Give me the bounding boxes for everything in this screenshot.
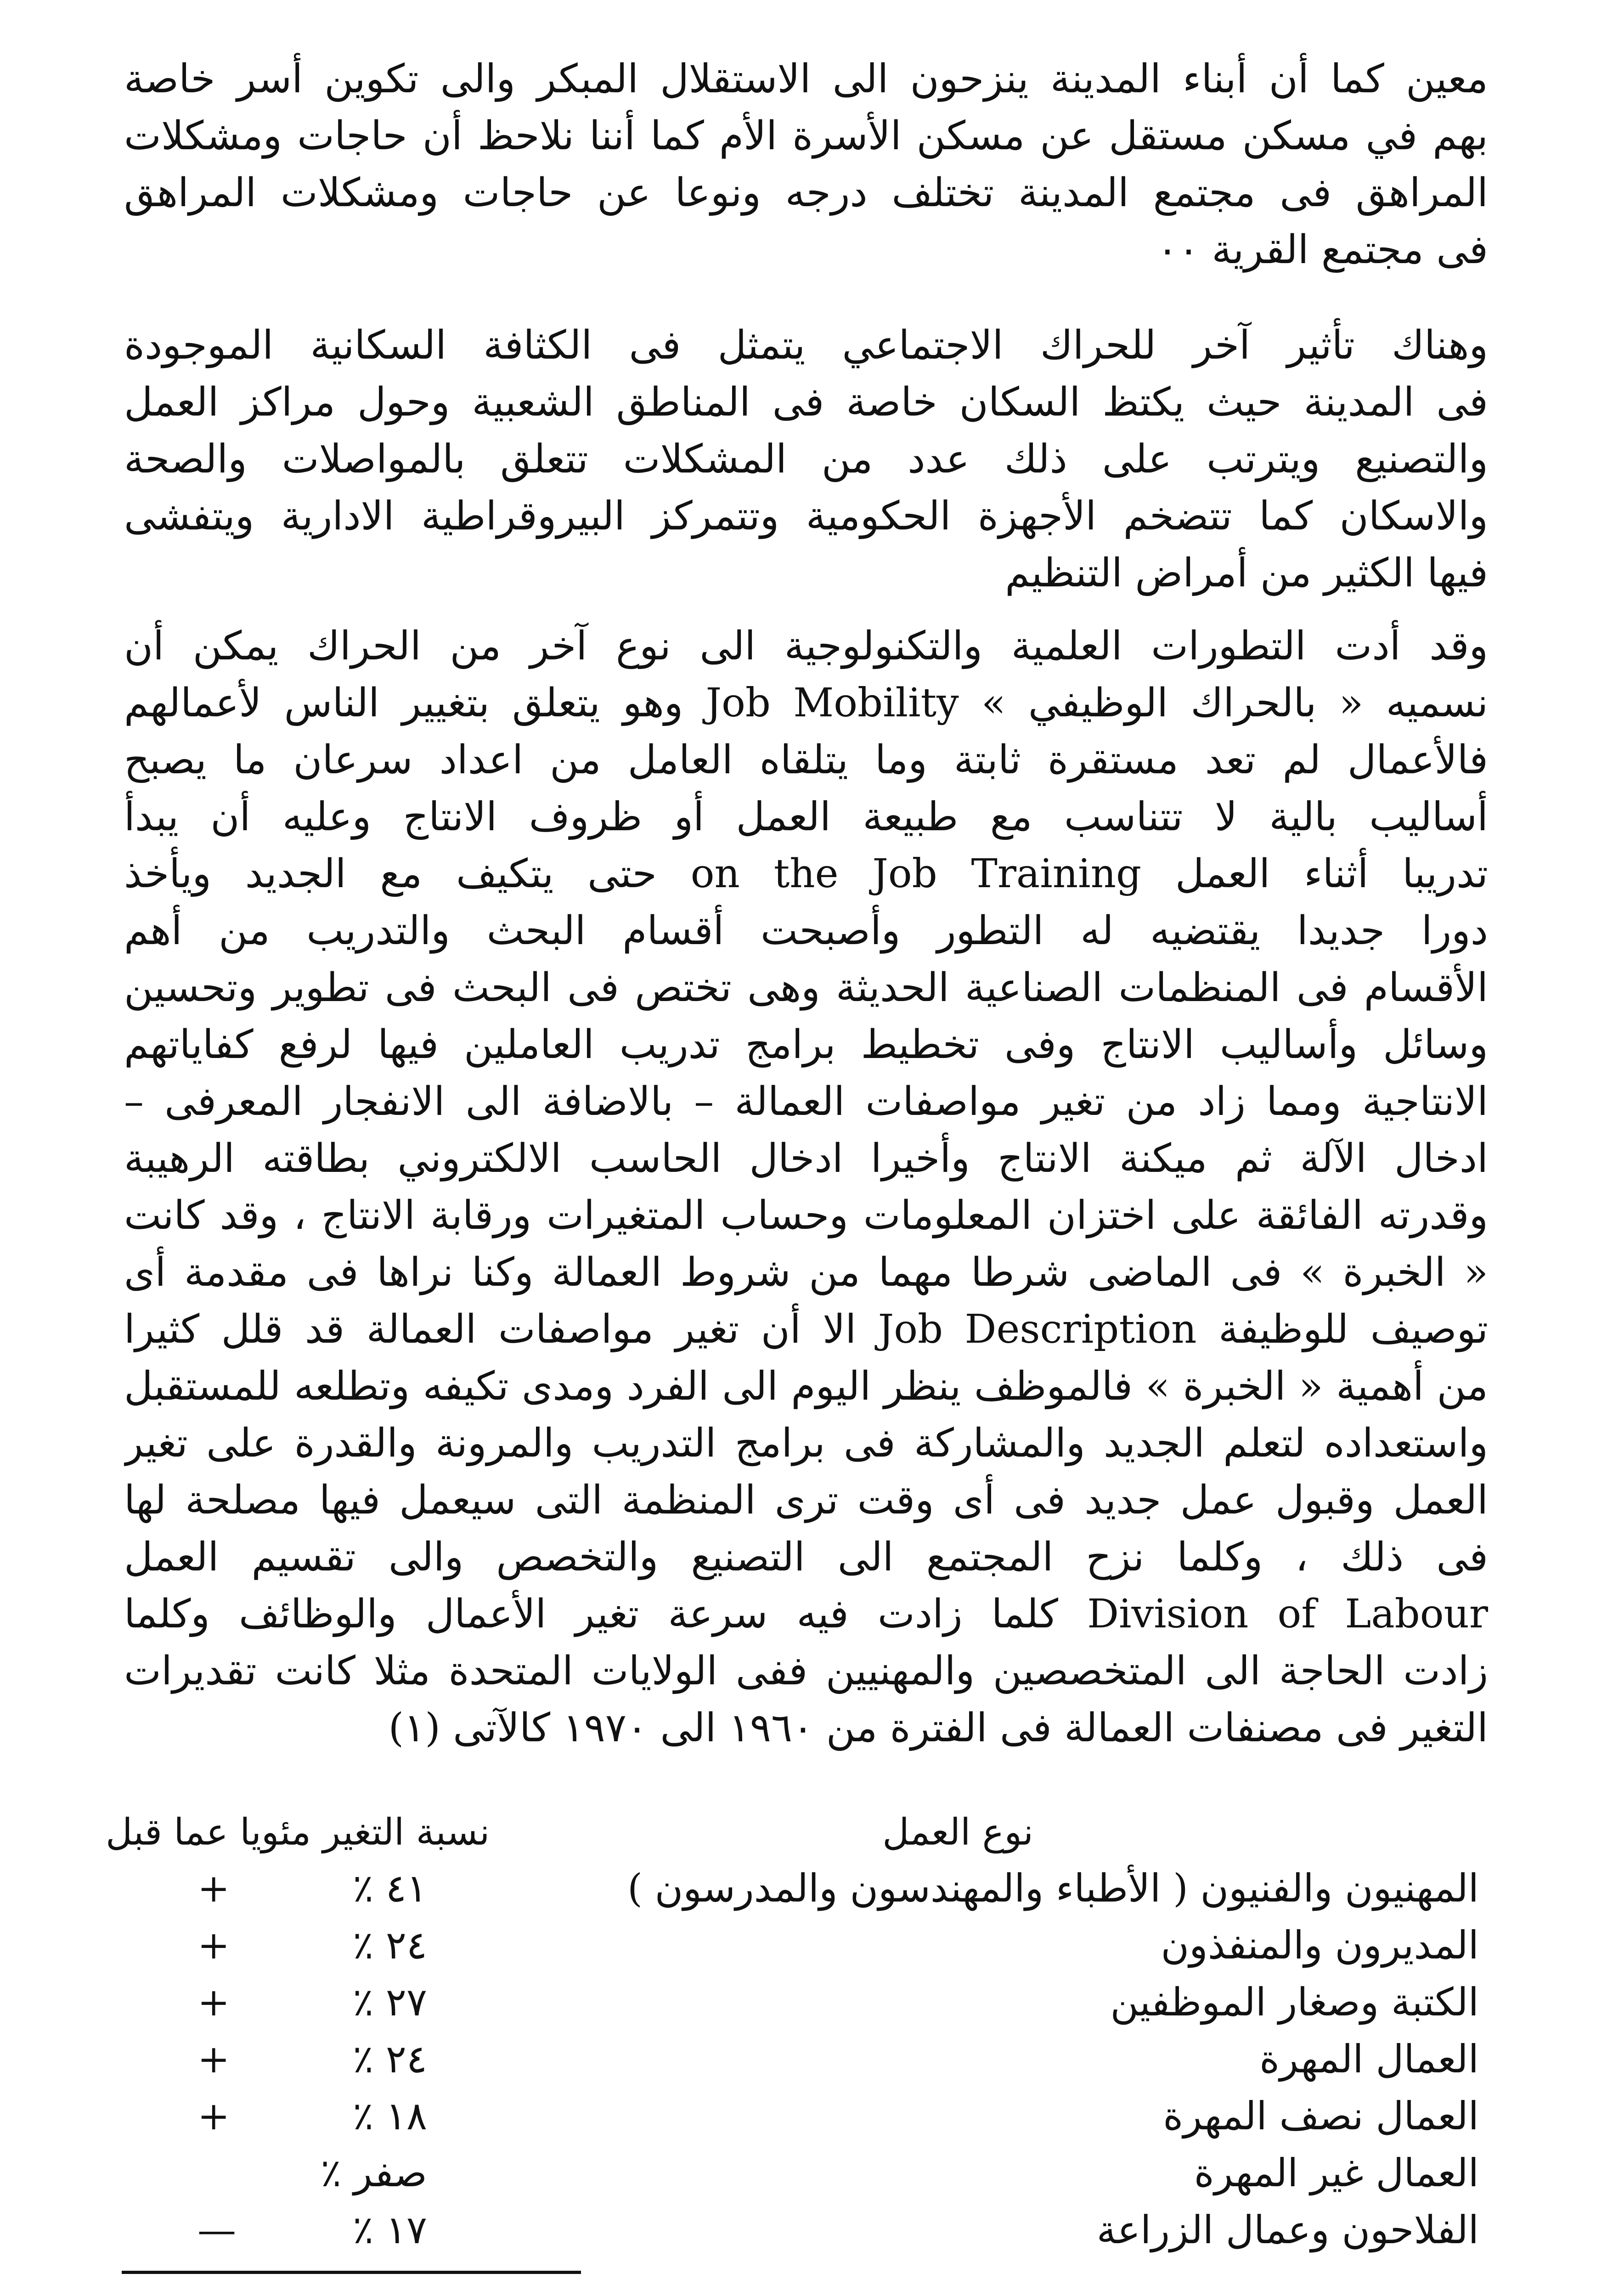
job-type-cell: الفلاحون وعمال الزراعة [1096,2207,1479,2252]
table-row [106,1917,1483,1974]
job-type-cell: العمال المهرة [1259,2037,1479,2082]
change-sign: + [197,2037,230,2082]
table-row [106,2031,1483,2088]
text-line: تدريبا أثناء العمل on the Job Training حتى يتكيف مع الجديد ويأخذ [124,851,1488,897]
text-line: فيها الكثير من أمراض التنظيم [1005,550,1488,596]
text-line: فى المدينة حيث يكتظ السكان خاصة فى المناطق الشعبية وحول مراكز العمل [124,379,1488,425]
change-value: ٢٤ ٪ [352,1923,427,1968]
change-sign: + [197,2093,230,2138]
text-line: Division of Labour كلما زادت فيه سرعة تغير الأعمال والوظائف وكلما [124,1591,1488,1637]
text-line: الأقسام فى المنظمات الصناعية الحديثة وهى تختص فى البحث فى تطوير وتحسين [124,965,1488,1011]
change-sign: — [197,2207,236,2252]
text-line: التغير فى مصنفات العمالة فى الفترة من ١٩٦٠ الى ١٩٧٠ كالآتى (١) [388,1705,1488,1751]
text-line: نسميه « بالحراك الوظيفي » Job Mobility وهو يتعلق بتغيير الناس لأعمالهم [124,680,1488,726]
text-line: أساليب بالية لا تتناسب مع طبيعة العمل أو ظروف الانتاج وعليه أن يبدأ [124,794,1488,840]
text-line: بهم في مسكن مستقل عن مسكن الأسرة الأم كما أننا نلاحظ أن حاجات ومشكلات [124,113,1488,159]
change-value: ١٧ ٪ [352,2207,427,2252]
text-line: واستعداده لتعلم الجديد والمشاركة فى برامج التدريب والمرونة والقدرة على تغير [124,1420,1488,1466]
text-line: والاسكان كما تتضخم الأجهزة الحكومية وتتمركز البيروقراطية الادارية ويتفشى [124,493,1488,539]
text-line: الانتاجية ومما زاد من تغير مواصفات العمالة – بالاضافة الى الانفجار المعرفى – [124,1079,1488,1125]
paragraph-3 [124,618,1488,1756]
change-value: ١٨ ٪ [352,2093,427,2138]
text-line: وهناك تأثير آخر للحراك الاجتماعي يتمثل فى الكثافة السكانية الموجودة [124,322,1488,368]
text-line: ادخال الآلة ثم ميكنة الانتاج وأخيرا ادخال الحاسب الالكتروني بطاقته الرهيبة [124,1136,1488,1182]
text-line: من أهمية « الخبرة » فالموظف ينظر اليوم الى الفرد ومدى تكيفه وتطلعه للمستقبل [124,1363,1488,1409]
change-value: ٤١ ٪ [352,1866,427,1911]
table-row [106,2088,1483,2144]
text-line: فى مجتمع القرية ٠٠ [1156,227,1488,273]
text-line: زادت الحاجة الى المتخصصين والمهنيين ففى الولايات المتحدة مثلا كانت تقديرات [124,1648,1488,1694]
text-line: توصيف للوظيفة Job Description الا أن تغير مواصفات العمالة قد قلل كثيرا [124,1306,1488,1352]
text-line: فالأعمال لم تعد مستقرة ثابتة وما يتلقاه العامل من اعداد سرعان ما يصبح [124,737,1488,783]
text-line: وسائل وأساليب الانتاج وفى تخطيط برامج تدريب العاملين فيها لرفع كفاياتهم [124,1022,1488,1068]
text-line: معين كما أن أبناء المدينة ينزحون الى الاستقلال المبكر والى تكوين أسر خاصة [124,56,1488,102]
change-sign: + [197,1923,230,1968]
text-line: دورا جديدا يقتضيه له التطور وأصبحت أقسام البحث والتدريب من أهم [124,908,1488,954]
text-line: وقد أدت التطورات العلمية والتكنولوجية الى نوع آخر من الحراك يمكن أن [124,623,1488,669]
text-line: وقدرته الفائقة على اختزان المعلومات وحساب المتغيرات ورقابة الانتاج ، وقد كانت [124,1193,1488,1238]
job-type-cell: العمال نصف المهرة [1163,2093,1479,2138]
table-header [106,1805,1483,1860]
change-value: ٢٧ ٪ [352,1980,427,2025]
header-percent-change: نسبة التغير مئويا عما قبل [106,1811,490,1853]
header-job-type: نوع العمل [882,1811,1033,1853]
paragraph-1 [124,51,1488,278]
text-line: والتصنيع ويترتب على ذلك عدد من المشكلات تتعلق بالمواصلات والصحة [124,436,1488,482]
text-line: فى ذلك ، وكلما نزح المجتمع الى التصنيع والتخصص والى تقسيم العمل [124,1534,1488,1580]
job-type-cell: الكتبة وصغار الموظفين [1110,1980,1479,2025]
change-sign: + [197,1866,230,1911]
job-type-cell: المهنيون والفنيون ( الأطباء والمهندسون والمدرسون ) [627,1866,1479,1911]
change-value: ٢٤ ٪ [352,2037,427,2082]
footnote-divider [122,2271,581,2274]
job-type-cell: المديرون والمنفذون [1161,1923,1479,1968]
table-row [106,2144,1483,2201]
text-line: العمل وقبول عمل جديد فى أى وقت ترى المنظمة التى سيعمل فيها مصلحة لها [124,1477,1488,1523]
occupation-change-table [106,1805,1483,2258]
text-line: المراهق فى مجتمع المدينة تختلف درجه ونوعا عن حاجات ومشكلات المراهق [124,170,1488,216]
text-line: « الخبرة » فى الماضى شرطا مهما من شروط العمالة وكنا نراها فى مقدمة أى [124,1249,1488,1295]
table-row [106,1974,1483,2031]
paragraph-2 [124,317,1488,602]
job-type-cell: العمال غير المهرة [1194,2150,1479,2195]
table-row [106,1860,1483,1917]
change-value: صفر ٪ [321,2150,427,2195]
table-row [106,2201,1483,2258]
change-sign: + [197,1980,230,2025]
